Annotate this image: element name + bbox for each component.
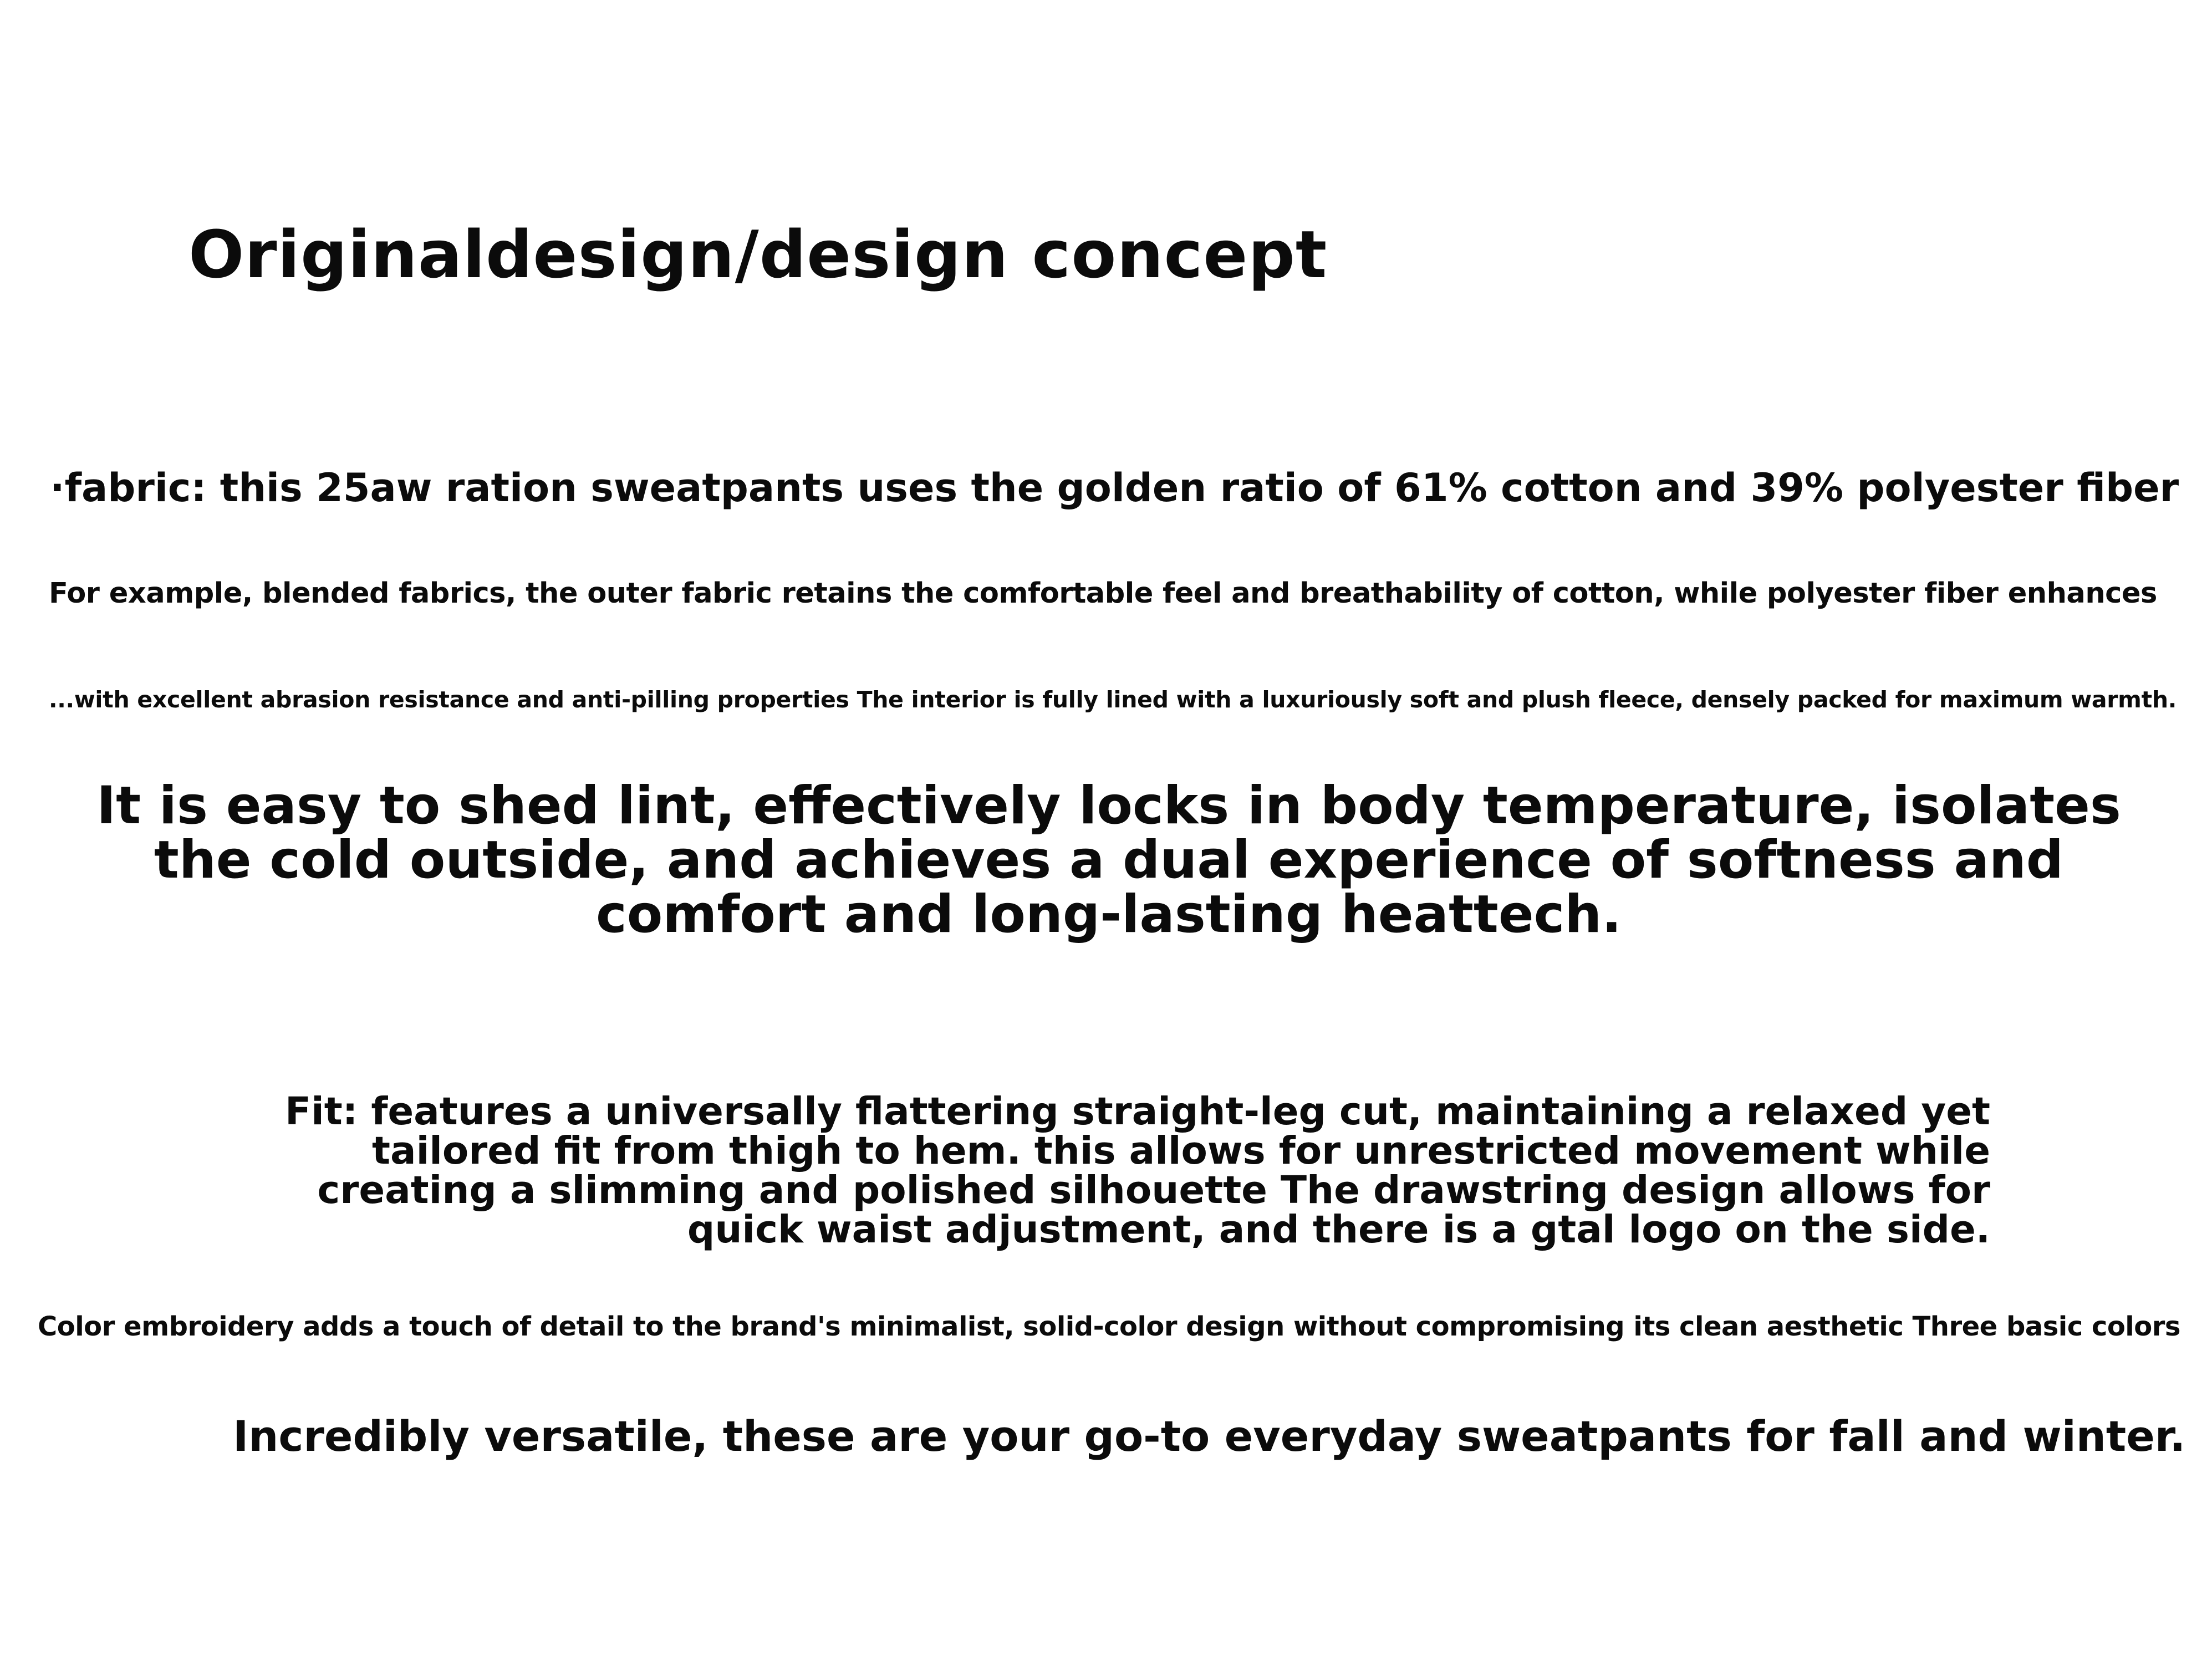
blended-fabric-text: For example, blended fabrics, the outer fabric retains the comfortable feel and breathability of cotton, while polyester fiber enhances	[49, 577, 2157, 610]
fabric-composition-text: ·fabric: this 25aw ration sweatpants uses the golden ratio of 61% cotton and 39% polyester fiber	[50, 465, 2179, 511]
versatility-text: Incredibly versatile, these are your go-to everyday sweatpants for fall and winter.	[233, 1411, 2186, 1461]
page-title: Originaldesign/design concept	[188, 216, 1328, 293]
warmth-comfort-paragraph: It is easy to shed lint, effectively locks in body temperature, isolates the cold outside, and achieves a dual experience of softness and comfort and long-lasting heattech.	[96, 776, 2121, 945]
fit-description-paragraph: Fit: features a universally flattering straight-leg cut, maintaining a relaxed yet tailored fit from thigh to hem. this allows for unrestricted movement while creating a slimming and polished silhouette The drawstring design allows for quick waist adjustment, and there is a gtal logo on the side.	[284, 1089, 1990, 1252]
abrasion-fleece-text: ...with excellent abrasion resistance and anti-pilling properties The interior is fully lined with a luxuriously soft and plush fleece, densely packed for maximum warmth.	[49, 686, 2177, 713]
color-embroidery-text: Color embroidery adds a touch of detail to the brand's minimalist, solid-color design without compromising its clean aesthetic Three basic colors	[38, 1311, 2180, 1342]
